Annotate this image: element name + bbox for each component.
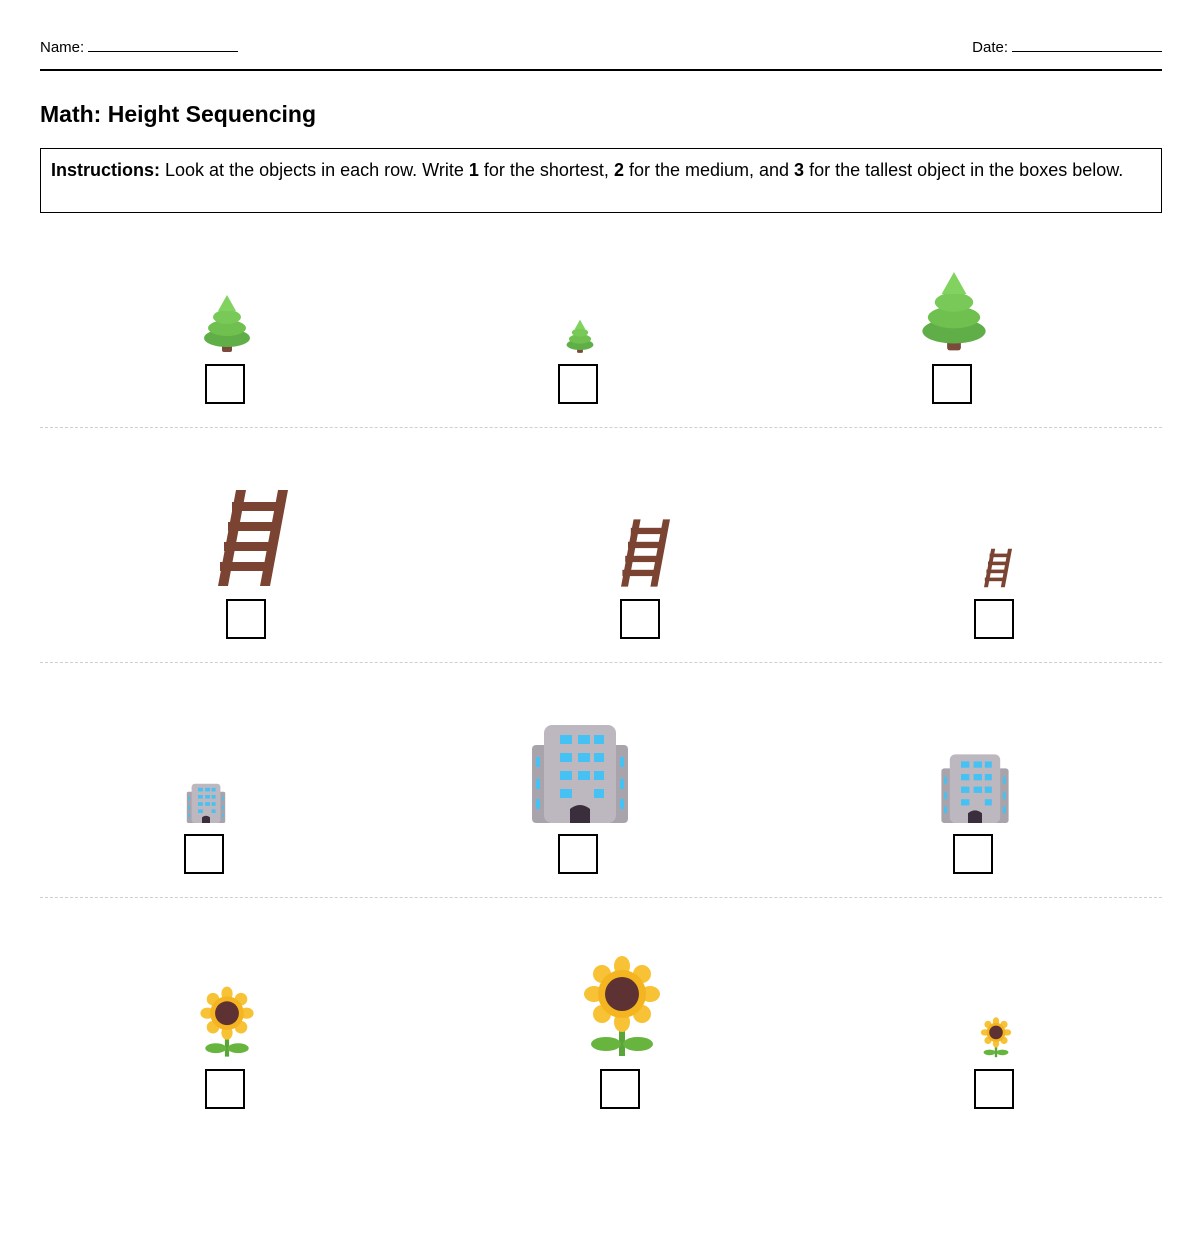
row-ladders	[40, 428, 1162, 663]
instructions-num-3: 3	[794, 160, 805, 180]
sunflower-item-3	[996, 898, 997, 1133]
building-item-3	[975, 663, 976, 898]
ladder-item-1	[248, 428, 249, 663]
tree-icon	[203, 293, 251, 353]
instructions-num-1: 1	[468, 160, 479, 180]
name-blank[interactable]	[88, 38, 238, 52]
ladder-item-2	[642, 428, 643, 663]
instructions-num-2: 2	[613, 160, 624, 180]
sunflower-item-1	[227, 898, 228, 1133]
answer-box[interactable]	[600, 1069, 640, 1109]
building-icon	[530, 723, 630, 823]
sunflower-icon	[199, 988, 255, 1058]
date-blank[interactable]	[1012, 38, 1162, 52]
answer-box[interactable]	[974, 599, 1014, 639]
tree-item-2	[580, 193, 581, 428]
name-field	[40, 38, 238, 58]
tree-item-3	[954, 193, 955, 428]
date-label: Date:	[972, 39, 1008, 56]
ladder-icon	[607, 518, 677, 588]
row-trees	[40, 193, 1162, 428]
instructions-text-3: for the medium, and	[623, 160, 795, 180]
building-item-2	[580, 663, 581, 898]
ladder-icon	[198, 488, 298, 588]
page-title: Math: Height Sequencing	[40, 101, 316, 127]
row-sunflowers	[40, 898, 1162, 1133]
ladder-item-3	[996, 428, 997, 663]
answer-box[interactable]	[974, 1069, 1014, 1109]
date-field	[972, 38, 1162, 58]
instructions-lead: Instructions:	[51, 160, 161, 180]
answer-box[interactable]	[620, 599, 660, 639]
sunflower-item-2	[622, 898, 623, 1133]
instructions-text-2: for the shortest,	[478, 160, 614, 180]
row-buildings	[40, 663, 1162, 898]
tree-icon	[921, 268, 987, 353]
ladder-icon	[976, 548, 1016, 588]
answer-box[interactable]	[205, 1069, 245, 1109]
answer-box[interactable]	[226, 599, 266, 639]
tree-icon	[566, 318, 594, 354]
header	[40, 38, 1162, 71]
sunflower-icon	[980, 1018, 1012, 1058]
tree-item-1	[227, 193, 228, 428]
answer-box[interactable]	[953, 834, 993, 874]
answer-box[interactable]	[184, 834, 224, 874]
instructions-text-1: Look at the objects in each row. Write	[160, 160, 469, 180]
building-item-1	[206, 663, 207, 898]
sunflower-icon	[582, 958, 662, 1058]
answer-box[interactable]	[558, 834, 598, 874]
building-icon	[940, 753, 1010, 823]
name-label: Name:	[40, 39, 85, 56]
answer-box[interactable]	[205, 364, 245, 404]
answer-box[interactable]	[932, 364, 972, 404]
answer-box[interactable]	[558, 364, 598, 404]
instructions-text-4: for the tallest object in the boxes below.	[804, 160, 1124, 180]
building-icon	[185, 783, 227, 823]
